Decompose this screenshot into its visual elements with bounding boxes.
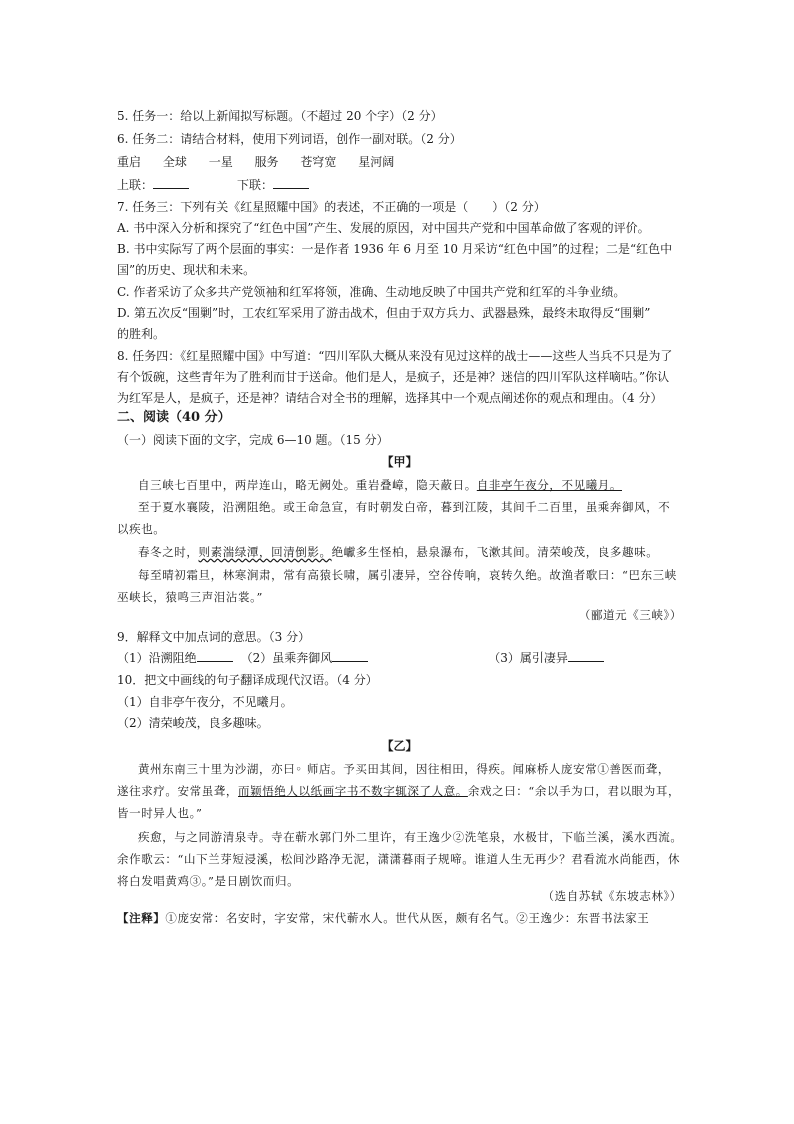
yi-paragraph-1-line2 xyxy=(117,782,682,800)
yi-p1-text-c: 余戏之曰：“余以手为口，君以眼为耳， xyxy=(467,784,681,798)
option-c: C. 作者采访了众多共产党领袖和红军将领，准确、生动地反映了中国共产党和红军的斗争业绩。 xyxy=(117,285,626,299)
word: 全球 xyxy=(162,155,187,169)
jia-paragraph-2-line1: 至于夏水襄陵，沿溯阻绝。或王命急宣，有时朝发白帝，暮到江陵，其间千二百里，虽乘奔御风，不 xyxy=(138,500,671,514)
yi-paragraph-1-line1: 黄州东南三十里为沙湖，亦曰◦ 师店。予买田其间，因往相田，得疾。闻麻桥人庞安常①善医而聋， xyxy=(138,762,670,776)
q9-blank-1[interactable] xyxy=(197,649,233,662)
yi-paragraph-1-line3: 皆一时异人也。” xyxy=(117,806,203,820)
word: 星河阔 xyxy=(358,155,395,169)
upper-couplet-label: 上联： xyxy=(117,178,154,192)
yi-underlined-sentence: 而颖悟绝人以纸画字书不数字辄深了人意。 xyxy=(238,784,468,798)
jia-source: （郦道元《三峡》） xyxy=(578,608,682,622)
word: 苍穹宽 xyxy=(300,155,337,169)
option-d-line2: 的胜利。 xyxy=(117,327,166,341)
couplet-answer-line xyxy=(117,176,682,194)
word: 重启 xyxy=(117,155,142,169)
question-9: 9．解释文中加点词的意思。（3 分） xyxy=(117,630,311,644)
jia-p1-text: 自三峡七百里中，两岸连山，略无阙处。重岩叠嶂，隐天蔽日。 xyxy=(138,478,477,492)
jia-paragraph-1 xyxy=(138,476,678,494)
jia-p3-text-a: 春冬之时， xyxy=(138,545,199,559)
q9-item-3: （3）属引凄异 xyxy=(488,651,568,665)
jia-wavy-phrase: 则素湍绿潭，回清倒影。 xyxy=(198,545,332,559)
jia-paragraph-4-line1: 每至晴初霜旦，林寒涧肃，常有高猿长啸，属引凄异，空谷传响，哀转久绝。故渔者歌曰：“巴东三峡 xyxy=(138,568,677,582)
yi-paragraph-2-line1: 疾愈，与之同游清泉寺。寺在蕲水郭门外二里许，有王逸少②洗笔泉，水极甘，下临兰溪，溪水西流。 xyxy=(138,830,683,844)
jia-paragraph-4-line2: 巫峡长，猿鸣三声泪沾裳。” xyxy=(117,590,263,604)
word: 服务 xyxy=(254,155,279,169)
question-8-line3: 为红军是人，是疯子，还是神？请结合对全书的理解，选择其中一个观点阐述你的观点和理由。（4 分） xyxy=(117,391,663,405)
question-8-line2: 有个饭碗，这些青年为了胜利而甘于送命。他们是人，是疯子，还是神？迷信的四川军队这样嘀咕。”你认 xyxy=(117,370,670,384)
question-9-items xyxy=(117,649,682,667)
part-1-instruction: （一）阅读下面的文字，完成 6—10 题。（15 分） xyxy=(117,433,389,447)
q9-item-1: （1）沿溯阻绝 xyxy=(117,651,197,665)
yi-p1-text-a: 遂往求疗。安常虽聋， xyxy=(117,784,238,798)
yi-paragraph-2-line2: 余作歌云：“山下兰芽短浸溪，松间沙路净无泥，潇潇暮雨子规啼。谁道人生无再少？君看流水尚能西，休 xyxy=(117,852,681,866)
question-10: 10．把文中画线的句子翻译成现代汉语。（4 分） xyxy=(117,673,378,687)
question-6-words xyxy=(117,153,682,171)
yi-paragraph-2-line3: 将白发唱黄鸡③。”是日剧饮而归。 xyxy=(117,874,300,888)
question-10-item-1: （1）自非亭午夜分，不见曦月。 xyxy=(117,695,293,709)
annotation-text: ①庞安常：名安时，字安常，宋代蕲水人。世代从医，颇有名气。②王逸少：东晋书法家王 xyxy=(165,911,650,925)
question-7: 7. 任务三：下列有关《红星照耀中国》的表述，不正确的一项是（ ）（2 分） xyxy=(117,200,546,214)
q9-blank-2[interactable] xyxy=(332,649,368,662)
q9-blank-3[interactable] xyxy=(568,649,604,662)
option-b-line1: B. 书中实际写了两个层面的事实：一是作者 1936 年 6 月至 10 月采访“红色中国”的过程；二是“红色中 xyxy=(117,242,673,256)
annotation xyxy=(117,909,682,927)
question-8-line1: 8. 任务四：《红星照耀中国》中写道：“四川军队大概从来没有见过这样的战士——这些人当兵不只是为了 xyxy=(117,349,673,363)
option-a: A. 书中深入分析和探究了“红色中国”产生、发展的原因，对中国共产党和中国革命做了客观的评价。 xyxy=(117,221,650,235)
question-5: 5. 任务一：给以上新闻拟写标题。（不超过 20 个字）（2 分） xyxy=(117,109,443,123)
option-b-line2: 国”的历史、现状和未来。 xyxy=(117,263,256,277)
upper-couplet-blank[interactable] xyxy=(153,176,189,189)
option-d-line1: D. 第五次反“围剿”时，工农红军采用了游击战术，但由于双方兵力、武器悬殊，最终未取得反“围剿” xyxy=(117,306,651,320)
passage-jia-title: 【甲】 xyxy=(381,455,418,469)
lower-couplet-label: 下联： xyxy=(237,178,274,192)
question-10-item-2: （2）清荣峻茂，良多趣味。 xyxy=(117,716,269,730)
jia-paragraph-2-line2: 以疾也。 xyxy=(117,522,166,536)
jia-underlined-sentence-1: 自非亭午夜分，不见曦月。 xyxy=(476,478,622,492)
yi-source: （选自苏轼《东坡志林》） xyxy=(542,889,682,903)
section-heading: 二、阅读（40 分） xyxy=(117,410,231,425)
lower-couplet-blank[interactable] xyxy=(273,176,309,189)
jia-p3-text-c: 绝巘多生怪柏，悬泉瀑布，飞漱其间。清荣峻茂，良多趣味。 xyxy=(331,545,659,559)
annotation-label: 【注释】 xyxy=(117,911,166,925)
q9-item-2: （2）虽乘奔御风 xyxy=(240,651,333,665)
word: 一星 xyxy=(208,155,233,169)
jia-paragraph-3 xyxy=(138,543,678,561)
passage-yi-title: 【乙】 xyxy=(381,739,418,753)
question-6: 6. 任务二：请结合材料，使用下列词语，创作一副对联。（2 分） xyxy=(117,132,462,146)
